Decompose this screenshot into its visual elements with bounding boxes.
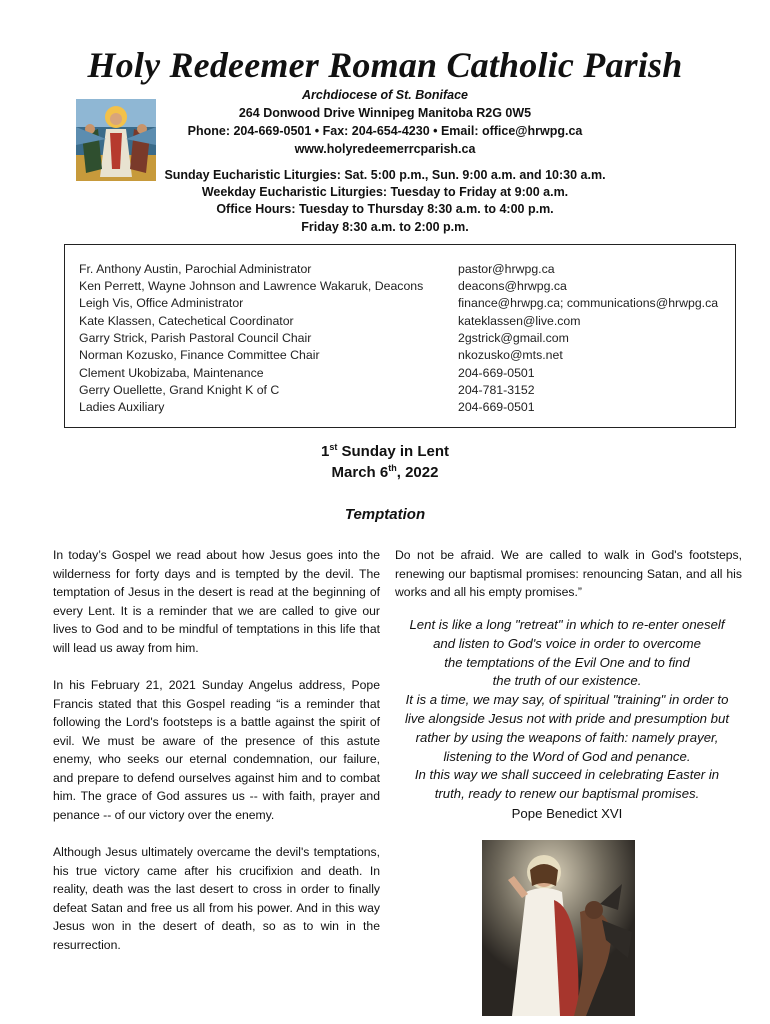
- benedict-quote: [392, 616, 742, 804]
- quote-line: listening to the Word of God and penance.: [443, 748, 691, 764]
- staff-role: Kate Klassen, Catechetical Coordinator: [79, 314, 294, 328]
- staff-contact: 204-669-0501: [458, 366, 535, 380]
- address: 264 Donwood Drive Winnipeg Manitoba R2G 0W5: [238, 106, 532, 120]
- date-heading: [0, 463, 770, 481]
- article-left-column: [53, 546, 380, 973]
- weekday-liturgies: Weekday Eucharistic Liturgies: Tuesday to Friday at 9:00 a.m.: [201, 185, 569, 199]
- staff-role: Garry Strick, Parish Pastoral Council Chair: [79, 331, 312, 345]
- paragraph: Do not be afraid. We are called to walk in God's footsteps, renewing our baptismal promises: renouncing Satan, and all his works and all his empty promises.”: [395, 548, 742, 599]
- staff-role: Clement Ukobizaba, Maintenance: [79, 366, 264, 380]
- article-right-column: [395, 546, 742, 621]
- quote-line: Lent is like a long "retreat" in which to re-enter oneself: [409, 617, 725, 632]
- sunday-liturgies: Sunday Eucharistic Liturgies: Sat. 5:00 p.m., Sun. 9:00 a.m. and 10:30 a.m.: [164, 168, 606, 182]
- staff-contact: pastor@hrwpg.ca: [458, 262, 555, 276]
- staff-contact: kateklassen@live.com: [458, 314, 581, 328]
- staff-role: Norman Kozusko, Finance Committee Chair: [79, 348, 320, 362]
- quote-line: live alongside Jesus not with pride and presumption but: [404, 710, 730, 726]
- paragraph: In today’s Gospel we read about how Jesus goes into the wilderness for forty days and is tempted by the devil. The temptation of Jesus in the desert is read at the beginning of every Lent. It is a reminder that we are called to give our lives to God and to be mindful of temptations in this life that will lead us away from him.: [53, 548, 380, 655]
- quote-line: In this way we shall succeed in celebrating Easter in: [414, 767, 720, 783]
- friday-hours: Friday 8:30 a.m. to 2:00 p.m.: [301, 220, 469, 234]
- quote-line: and listen to God's voice in order to overcome: [433, 635, 701, 651]
- lent-heading: [0, 442, 770, 460]
- quote-line: rather by using the weapons of faith: namely prayer,: [415, 729, 719, 745]
- office-hours: Office Hours: Tuesday to Thursday 8:30 a.m. to 4:00 p.m.: [216, 202, 554, 216]
- staff-role: Leigh Vis, Office Administrator: [79, 296, 244, 310]
- lent-suffix: st: [329, 442, 338, 452]
- staff-contact: deacons@hrwpg.ca: [458, 279, 567, 293]
- lent-label: Sunday in Lent: [337, 443, 450, 460]
- date-month-day: March 6: [331, 464, 389, 481]
- website: www.holyredeemerrcparish.ca: [294, 142, 476, 156]
- article-title: Temptation: [344, 506, 426, 523]
- temptation-painting: [482, 840, 635, 1016]
- quote-line: the temptations of the Evil One and to find: [444, 654, 690, 670]
- date-year: , 2022: [396, 464, 439, 481]
- staff-role: Ken Perrett, Wayne Johnson and Lawrence Wakaruk, Deacons: [79, 279, 424, 293]
- archdiocese: Archdiocese of St. Boniface: [301, 88, 468, 102]
- paragraph: In his February 21, 2021 Sunday Angelus address, Pope Francis stated that this Gospel reading “is a reminder that following the Lord's footsteps is a battle against the spirit of evil. We must be aware of the presence of this astute enemy, who seeks our eternal condemnation, our failure, and prepare to defend ourselves against him and to combat him. The grace of God assures us -- with faith, prayer and penance -- of our victory over the enemy.: [53, 678, 380, 822]
- date-suffix: th: [388, 463, 397, 473]
- quote-line: the truth of our existence.: [492, 673, 642, 689]
- staff-contact: finance@hrwpg.ca; communications@hrwpg.ca: [458, 296, 719, 310]
- contact-line: Phone: 204-669-0501 • Fax: 204-654-4230 • Email: office@hrwpg.ca: [187, 124, 583, 138]
- staff-role: Fr. Anthony Austin, Parochial Administrator: [79, 262, 312, 276]
- quote-line: It is a time, we may say, of spiritual "training" in order to: [405, 692, 729, 708]
- quote-line: truth, ready to renew our baptismal promises.: [434, 786, 700, 802]
- staff-contact: nkozusko@mts.net: [458, 348, 563, 362]
- staff-contact: 204-669-0501: [458, 400, 535, 414]
- paragraph: Although Jesus ultimately overcame the devil's temptations, his true victory came after his crucifixion and death. In reality, death was the last desert to cross in order to finally defeat Satan and free us all from his power. And in this way Jesus won in the desert of death, so as to win in the resurrection.: [53, 845, 380, 952]
- staff-contact: 204-781-3152: [458, 383, 535, 397]
- quote-author: Pope Benedict XVI: [511, 806, 623, 821]
- staff-role: Gerry Ouellette, Grand Knight K of C: [79, 383, 280, 397]
- lent-number: 1: [320, 443, 330, 460]
- parish-title: Holy Redeemer Roman Catholic Parish: [87, 45, 683, 85]
- staff-contact: 2gstrick@gmail.com: [458, 331, 569, 345]
- staff-role: Ladies Auxiliary: [79, 400, 165, 414]
